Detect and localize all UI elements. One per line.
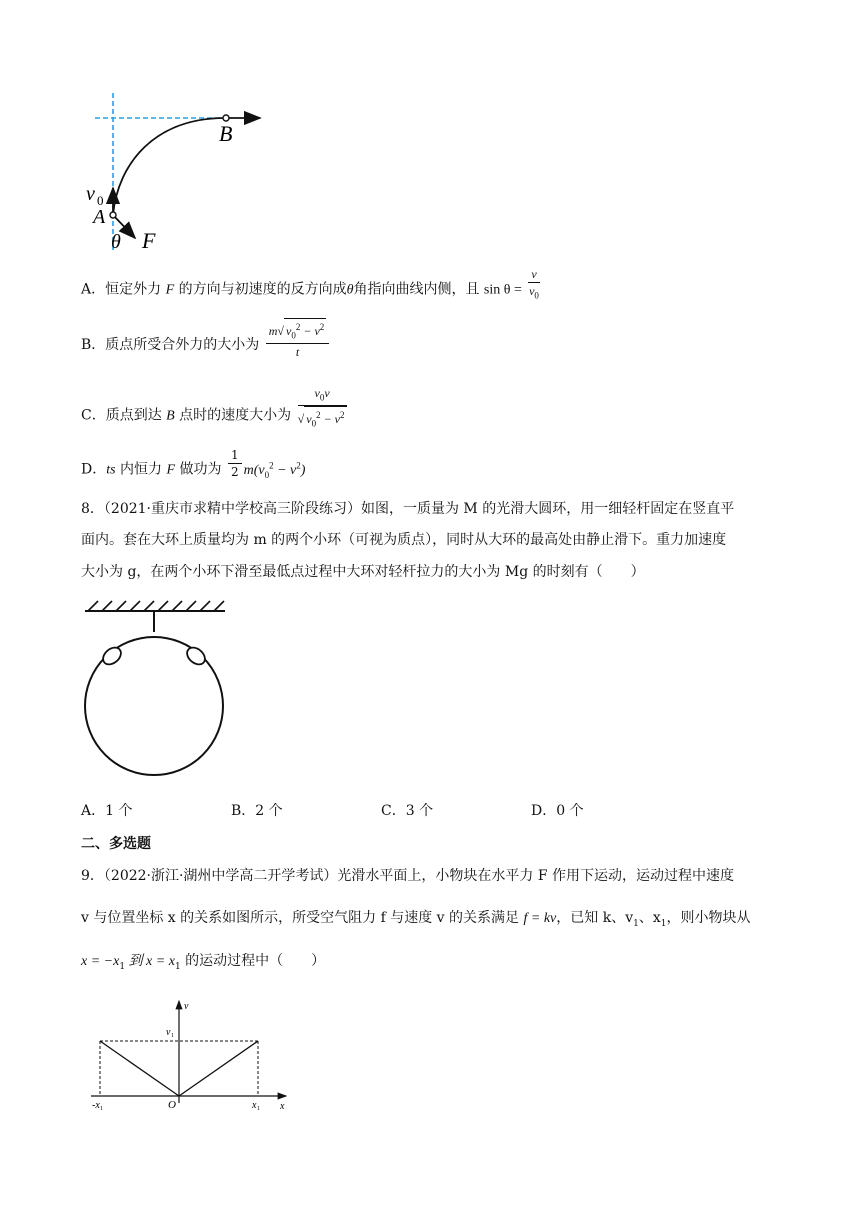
q9-text-line-2: v 与位置坐标 x 的关系如图所示，所受空气阻力 f 与速度 v 的关系满足 f = kv，已知 k、$v_1$、$x_1$，则小物块从 [81, 910, 751, 929]
small-ring-left [100, 644, 124, 668]
label-a: A [93, 206, 106, 228]
section-heading-multiple-choice: 二、多选题 [81, 836, 151, 852]
origin-label: O [168, 1099, 176, 1111]
neg-x1-label-sub: 1 [100, 1106, 103, 1112]
q8-option-b: B．2 个 [231, 803, 283, 819]
speed-b-fraction: $\frac{v_0v}{√ v_0^2 - v^2}$ [298, 385, 347, 432]
q8-option-c: C．3 个 [381, 803, 434, 819]
v-x-right-segment [179, 1041, 258, 1096]
label-theta: θ [111, 231, 121, 253]
label-v: v [86, 183, 95, 205]
trajectory-curve [113, 118, 225, 215]
q7-option-b: B．质点所受合外力的大小为 $\frac{m√ v_0^2 - v^2}{t}$ [81, 330, 331, 360]
label-b: B [219, 121, 233, 146]
v-x-left-segment [100, 1041, 179, 1096]
q8-text-line-1: 8．（2021·重庆市求精中学校高三阶段练习）如图，一质量为 M 的光滑大圆环，用一细轻杆固定在竖直平 [81, 501, 735, 517]
q7-option-d: D．ts 内恒力 F 做功为 $\frac{1}{2}$ $m(v_0^2 - v^2)$ [81, 448, 306, 480]
v1-label-sub: 1 [171, 1033, 174, 1039]
x1-label: x [252, 1100, 257, 1111]
half-fraction: $\frac{1}{2}$ [228, 447, 242, 480]
q9-text-line-3: $x = -x_1$ 到 $x = x_1$ 的运动过程中（ ） [81, 953, 326, 972]
q9-vx-graph [86, 995, 296, 1113]
label-v-sub: 0 [97, 193, 104, 208]
net-force-fraction: $\frac{m√ v_0^2 - v^2}{t}$ [266, 318, 330, 360]
point-a [110, 212, 116, 218]
q8-ring-figure [80, 598, 240, 778]
q9-text-line-1: 9．（2022·浙江·湖州中学高二开学考试）光滑水平面上，小物块在水平力 F 作用下运动，运动过程中速度 [81, 868, 735, 884]
y-axis-label: v [184, 1001, 189, 1012]
q8-option-d: D．0 个 [531, 803, 584, 819]
v1-label: v [166, 1027, 171, 1038]
q7-option-a: A．恒定外力 F 的方向与初速度的反方向成θ角指向曲线内侧，且 sin θ = $\frac{v}{v_0}$ [81, 276, 542, 303]
q8-option-a: A．1 个 [81, 803, 133, 819]
neg-x1-label: -x [92, 1100, 100, 1111]
x-axis-label: x [280, 1101, 285, 1112]
q8-text-line-2: 面内。套在大环上质量均为 m 的两个小环（可视为质点），同时从大环的最高处由静止滑下。重力加速度 [81, 532, 727, 548]
x1-label-sub: 1 [257, 1106, 260, 1112]
label-f: F [142, 228, 156, 253]
ceiling-hatch [88, 601, 224, 611]
q7-trajectory-figure [80, 88, 270, 258]
q8-text-line-3: 大小为 g，在两个小环下滑至最低点过程中大环对轻杆拉力的大小为 Mg 的时刻有（ ） [81, 564, 645, 580]
q7-option-c: C．质点到达 B 点时的速度大小为 $\frac{v_0v}{√ v_0^2 - v^2}$ [81, 399, 349, 432]
sin-theta-fraction: $\frac{v}{v_0}$ [529, 267, 539, 301]
small-ring-right [184, 644, 208, 668]
